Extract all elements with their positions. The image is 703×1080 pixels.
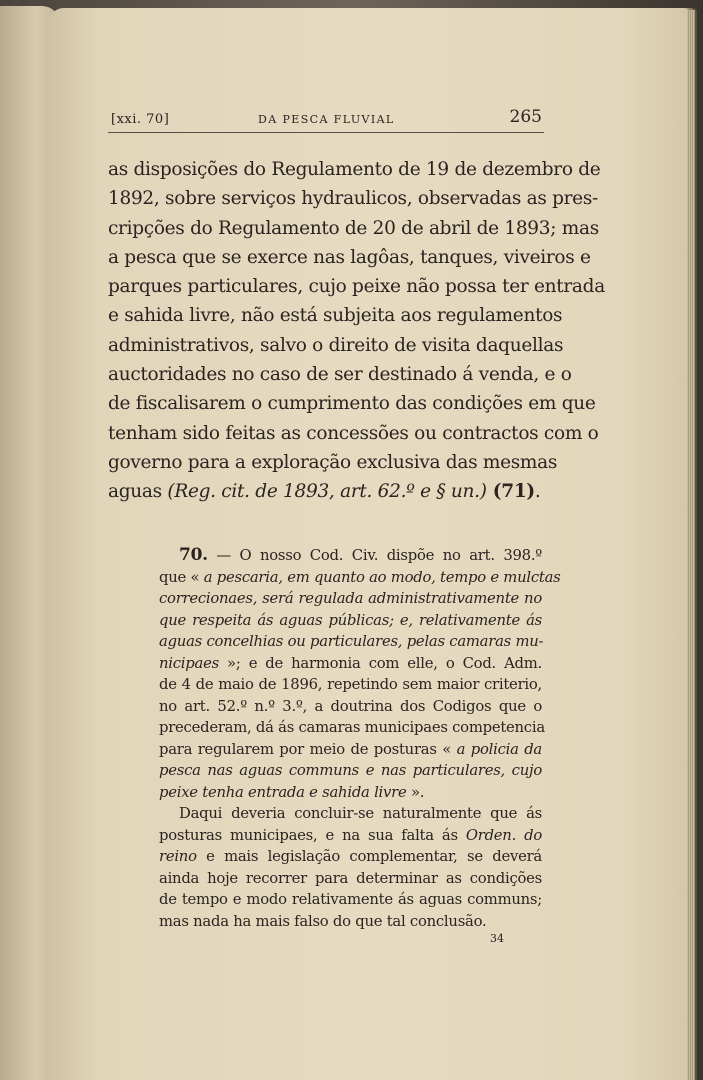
note-line bbox=[159, 846, 542, 868]
quoted-text: pesca nas aguas communs e nas particulares, cujo bbox=[159, 762, 542, 779]
last-line-text: aguas bbox=[108, 481, 168, 503]
quoted-text: a pescaria, em quanto ao modo, tempo e mulctas bbox=[203, 568, 561, 586]
text-line: cripções do Regulamento de 20 de abril de 1893; mas bbox=[108, 217, 599, 239]
text-line: de fiscalisarem o cumprimento das condições em que bbox=[108, 393, 596, 415]
note-line: Daqui deveria concluir-se naturalmente que ás bbox=[179, 805, 542, 822]
text-line: parques particulares, cujo peixe não possa ter entrada bbox=[108, 276, 605, 298]
text-line: administrativos, salvo o direito de visita daquellas bbox=[108, 334, 564, 356]
legal-citation: Orden. do bbox=[465, 826, 542, 844]
note-line: de tempo e modo relativamente ás aguas communs; bbox=[159, 891, 542, 908]
note-line: de 4 de maio de 1896, repetindo sem maior criterio, bbox=[159, 676, 542, 693]
note-line-text: ». bbox=[406, 783, 425, 801]
section-reference: [xxi. 70] bbox=[111, 112, 170, 127]
text-line: as disposições do Regulamento de 19 de dezembro de bbox=[108, 159, 601, 180]
main-paragraph bbox=[108, 155, 605, 507]
note-line: ainda hoje recorrer para determinar as condições bbox=[159, 869, 542, 887]
note-line-text: posturas municipaes, e na sua falta ás bbox=[159, 826, 466, 844]
note-line bbox=[159, 739, 542, 761]
signature-mark: 34 bbox=[490, 932, 504, 945]
note-line bbox=[159, 653, 542, 675]
text-line-last bbox=[108, 477, 540, 506]
note-line bbox=[159, 588, 542, 610]
last-line-end: . bbox=[534, 481, 541, 503]
note-line bbox=[159, 610, 542, 632]
note-line bbox=[159, 760, 542, 782]
quoted-text: que respeita ás aguas públicas; e, relativamente ás bbox=[159, 611, 542, 629]
note-line-text: e mais legislação complementar, se deverá bbox=[196, 848, 542, 865]
quoted-text: a policia da bbox=[456, 740, 542, 758]
text-line: tenham sido feitas as concessões ou contractos com o bbox=[108, 422, 599, 444]
note-line-text: — O nosso Cod. Civ. dispõe no art. 398.º bbox=[207, 547, 542, 564]
quoted-text: aguas concelhias ou particulares, pelas camaras mu- bbox=[159, 633, 544, 650]
text-line: a pesca que se exerce nas lagôas, tanques, viveiros e bbox=[108, 246, 591, 268]
note-line-text: »; e de harmonia com elle, o Cod. Adm. bbox=[218, 654, 542, 672]
note-reference: (71) bbox=[486, 481, 535, 503]
legal-citation: reino bbox=[159, 848, 197, 865]
note-paragraph bbox=[159, 545, 561, 932]
note-line bbox=[159, 545, 542, 567]
note-line bbox=[159, 782, 542, 804]
note-line: no art. 52.º n.º 3.º, a doutrina dos Codigos que o bbox=[159, 697, 542, 715]
quoted-text: nicipaes bbox=[159, 654, 219, 672]
note-line bbox=[159, 567, 561, 589]
note-line: precederam, dá ás camaras municipaes competencia bbox=[159, 719, 545, 736]
note-line: mas nada ha mais falso do que tal conclusão. bbox=[159, 912, 487, 930]
note-line-text: para regularem por meio de posturas « bbox=[159, 740, 457, 758]
note-line bbox=[159, 825, 542, 847]
text-line: e sahida livre, não está subjeita aos regulamentos bbox=[108, 305, 563, 327]
note-number: 70. bbox=[179, 545, 208, 565]
text-line: governo para a exploração exclusiva das mesmas bbox=[108, 451, 558, 473]
text-line: 1892, sobre serviços hydraulicos, observadas as pres- bbox=[108, 188, 598, 210]
page-number: 265 bbox=[509, 107, 542, 127]
quoted-text: peixe tenha entrada e sahida livre bbox=[159, 783, 407, 801]
text-line: auctoridades no caso de ser destinado á venda, e o bbox=[108, 364, 572, 386]
quoted-text: correcionaes, será regulada administrativamente no bbox=[159, 590, 542, 607]
note-line-text: que « bbox=[159, 568, 204, 586]
note-line bbox=[159, 631, 542, 653]
legal-citation: (Reg. cit. de 1893, art. 62.º e § un.) bbox=[167, 481, 487, 503]
running-title: DA PESCA FLUVIAL bbox=[258, 113, 395, 126]
running-header bbox=[108, 104, 544, 133]
